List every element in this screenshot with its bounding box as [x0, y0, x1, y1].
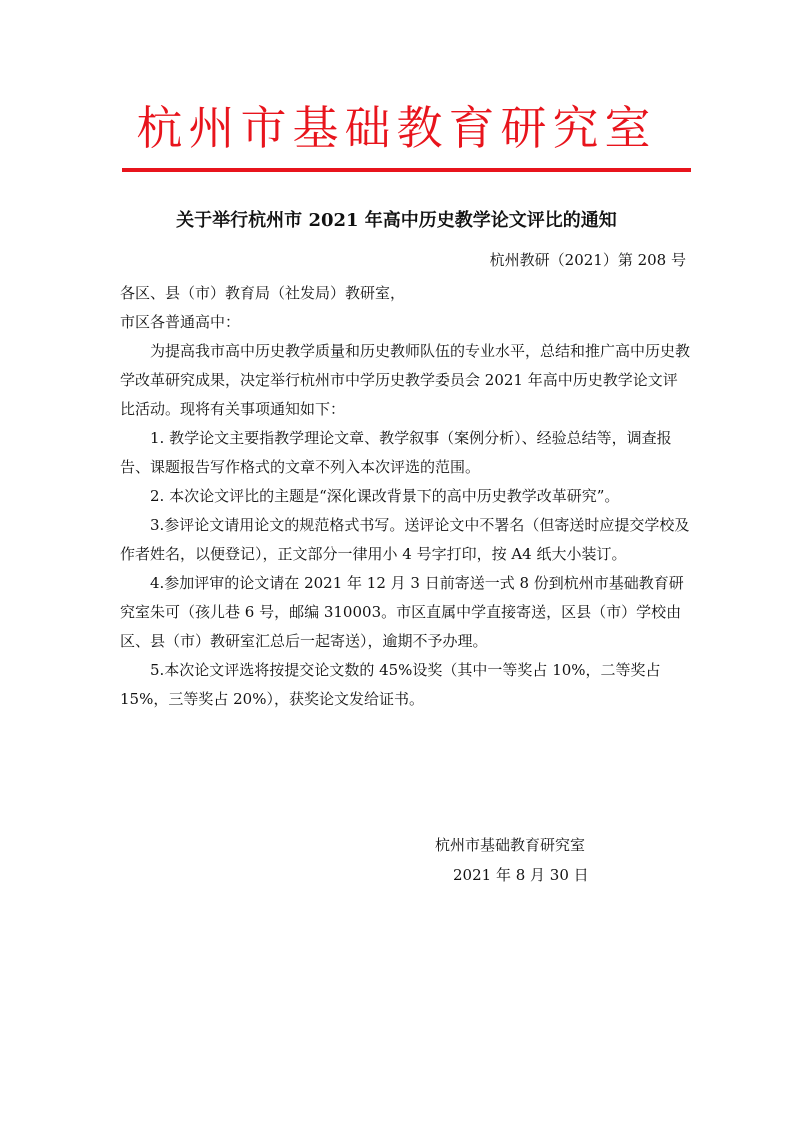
item-1: 1. 教学论文主要指教学理论文章、教学叙事（案例分析）、经验总结等，调查报告、课题报告写作格式的文章不列入本次评选的范围。 — [120, 429, 672, 476]
letterhead-red-rule — [122, 168, 691, 172]
letterhead-title: 杭州市基础教育研究室 — [136, 101, 657, 155]
document-number: 杭州教研（2021）第 208 号 — [489, 251, 686, 269]
signature-block — [435, 830, 589, 890]
item-5: 5.本次论文评选将按提交论文数的 45%设奖（其中一等奖占 10%，二等奖占 15%，三等奖占 20%），获奖论文发给证书。 — [120, 661, 661, 708]
signature-org: 杭州市基础教育研究室 — [435, 836, 586, 854]
item-3: 3.参评论文请用论文的规范格式书写。送评论文中不署名（但寄送时应提交学校及作者姓名，以便登记），正文部分一律用小 4 号字打印，按 A4 纸大小装订。 — [120, 516, 690, 563]
signature-date: 2021 年 8 月 30 日 — [453, 866, 589, 884]
document-body — [120, 279, 692, 714]
recipient-line-2: 市区各普通高中： — [120, 313, 241, 331]
recipient-line-1: 各区、县（市）教育局（社发局）教研室， — [120, 284, 406, 302]
document-title: 关于举行杭州市 2021 年高中历史教学论文评比的通知 — [176, 210, 617, 231]
item-4: 4.参加评审的论文请在 2021 年 12 月 3 日前寄送一式 8 份到杭州市基础教育研究室朱可（孩儿巷 6 号，邮编 310003。市区直属中学直接寄送，区县（市）学校由区、县（市）教研室汇总后一起寄送），逾期不予办理。 — [120, 574, 684, 650]
item-2: 2. 本次论文评比的主题是“深化课改背景下的高中历史教学改革研究”。 — [150, 487, 620, 505]
intro-paragraph: 为提高我市高中历史教学质量和历史教师队伍的专业水平，总结和推广高中历史教学改革研究成果，决定举行杭州市中学历史教学委员会 2021 年高中历史教学论文评比活动。现将有关事项通知如下： — [120, 342, 691, 418]
